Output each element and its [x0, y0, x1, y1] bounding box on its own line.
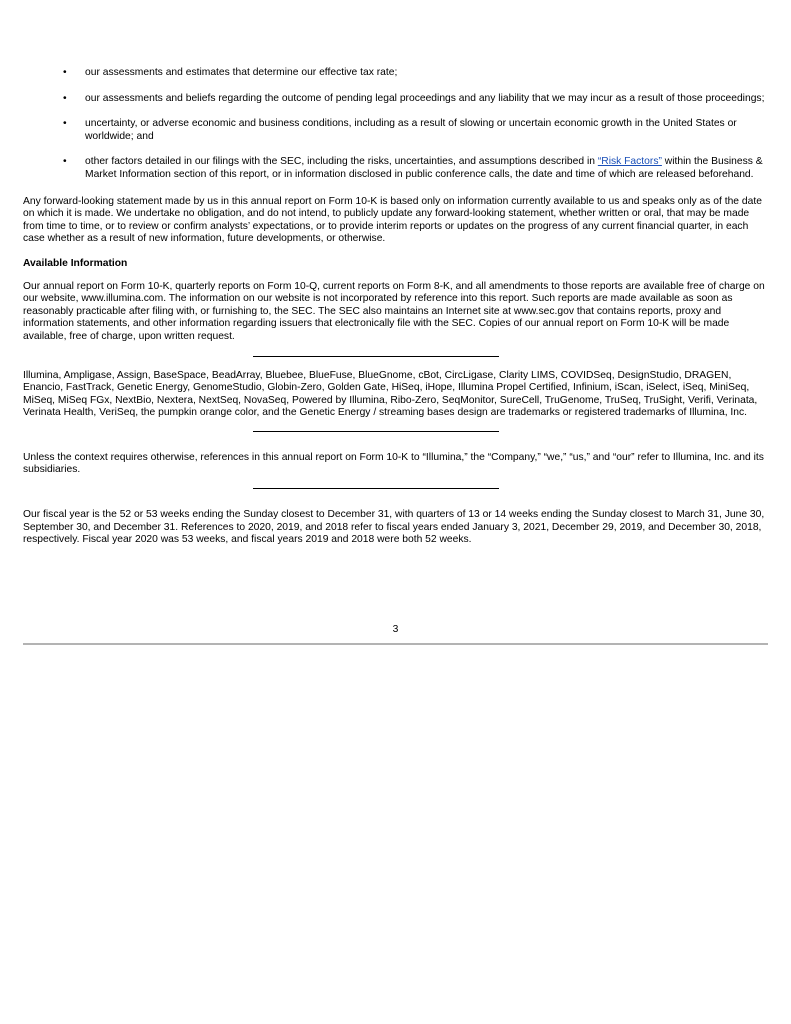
forward-looking-paragraph: Any forward-looking statement made by us in this annual report on Form 10-K is based only on information currently available to us and speaks only as of the date on which it is made. We undertake no obligation, and do not intend, to publicly update any forward-looking statement, whether written or oral, that may be made from time to time, or to review or confirm analysts’ expectations, or to provide interim reports or updates on the progress of any current financial quarter, in each case whether as a result of new information, future developments, or otherwise. — [23, 195, 762, 245]
risk-factors-link[interactable]: “Risk Factors” — [597, 156, 662, 168]
bullet-text: our assessments and beliefs regarding the outcome of pending legal proceedings and any liability that we may incur as a result of those proceedings; — [85, 92, 765, 104]
bullet-text-before-link: other factors detailed in our filings with the SEC, including the risks, uncertainties, and assumptions described in — [85, 156, 598, 168]
fiscal-year-paragraph: Our fiscal year is the 52 or 53 weeks ending the Sunday closest to December 31, with quarters of 13 or 14 weeks ending the Sunday closest to March 31, June 30, September 30, and December 31. References to 2020, 2019, and 2018 refer to fiscal years ended January 3, 2021, December 29, 2019, and December 30, 2018, respectively. Fiscal year 2020 was 53 weeks, and fiscal years 2019 and 2018 were both 52 weeks. — [23, 509, 765, 546]
bullet-text-after-link: within the Business & Market Information section of this report, or in information disclosed in public conference calls, the date and time of which are released beforehand. — [85, 156, 763, 180]
bullet-item — [23, 93, 768, 106]
document-page — [23, 67, 768, 547]
bullet-icon: • — [63, 67, 67, 78]
page-number: 3 — [392, 624, 399, 635]
bullet-item — [23, 118, 768, 143]
section-divider — [253, 356, 499, 357]
page-footer — [23, 624, 768, 645]
available-information-paragraph: Our annual report on Form 10-K, quarterly reports on Form 10-Q, current reports on Form 8-K, and all amendments to those reports are available free of charge on our website, www.illumina.com. The information on our website is not incorporated by reference into this report. Such reports are made available as soon as reasonably practicable after filing with, or furnishing to, the SEC. The SEC also maintains an Internet site at www.sec.gov that contains reports, proxy and information statements, and other information regarding issuers that electronically file with the SEC. Copies of our annual report on Form 10-K will be made available, free of charge, upon written request. — [23, 280, 765, 342]
section-divider — [253, 488, 499, 489]
bullet-icon: • — [63, 156, 67, 168]
section-divider — [253, 431, 499, 432]
risk-bullet-list — [23, 67, 768, 182]
bullet-text: uncertainty, or adverse economic and business conditions, including as a result of slowing or uncertain economic growth in the United States or worldwide; and — [85, 118, 737, 142]
bullet-item — [23, 67, 768, 80]
bullet-icon: • — [63, 92, 67, 104]
trademarks-paragraph: Illumina, Ampligase, Assign, BaseSpace, BeadArray, Bluebee, BlueFuse, BlueGnome, cBot, CircLigase, Clarity LIMS, COVIDSeq, DesignStudio, DRAGEN, Enancio, FastTrack, Genetic Energy, GenomeStudio, Globin-Zero, Golden Gate, HiSeq, iHope, Illumina Propel Certified, Infinium, iScan, iSelect, iSeq, MiniSeq, MiSeq, MiSeq FGx, NextBio, Nextera, NextSeq, NovaSeq, Powered by Illumina, Ribo-Zero, SeqMonitor, SureCell, TruGenome, TruSeq, TruSight, Verifi, Verinata, Verinata Health, VeriSeq, the pumpkin orange color, and the Genetic Energy / streaming bases design are trademarks or registered trademarks of Illumina, Inc. — [23, 369, 758, 419]
bullet-item — [23, 156, 768, 181]
bullet-icon: • — [63, 118, 67, 130]
footer-divider — [23, 643, 768, 645]
bullet-text: our assessments and estimates that determine our effective tax rate; — [85, 67, 398, 78]
available-information-heading: Available Information — [23, 257, 128, 269]
context-paragraph: Unless the context requires otherwise, references in this annual report on Form 10-K to “Illumina,” the “Company,” “we,” “us,” and “our” refer to Illumina, Inc. and its subsidiaries. — [23, 451, 764, 476]
